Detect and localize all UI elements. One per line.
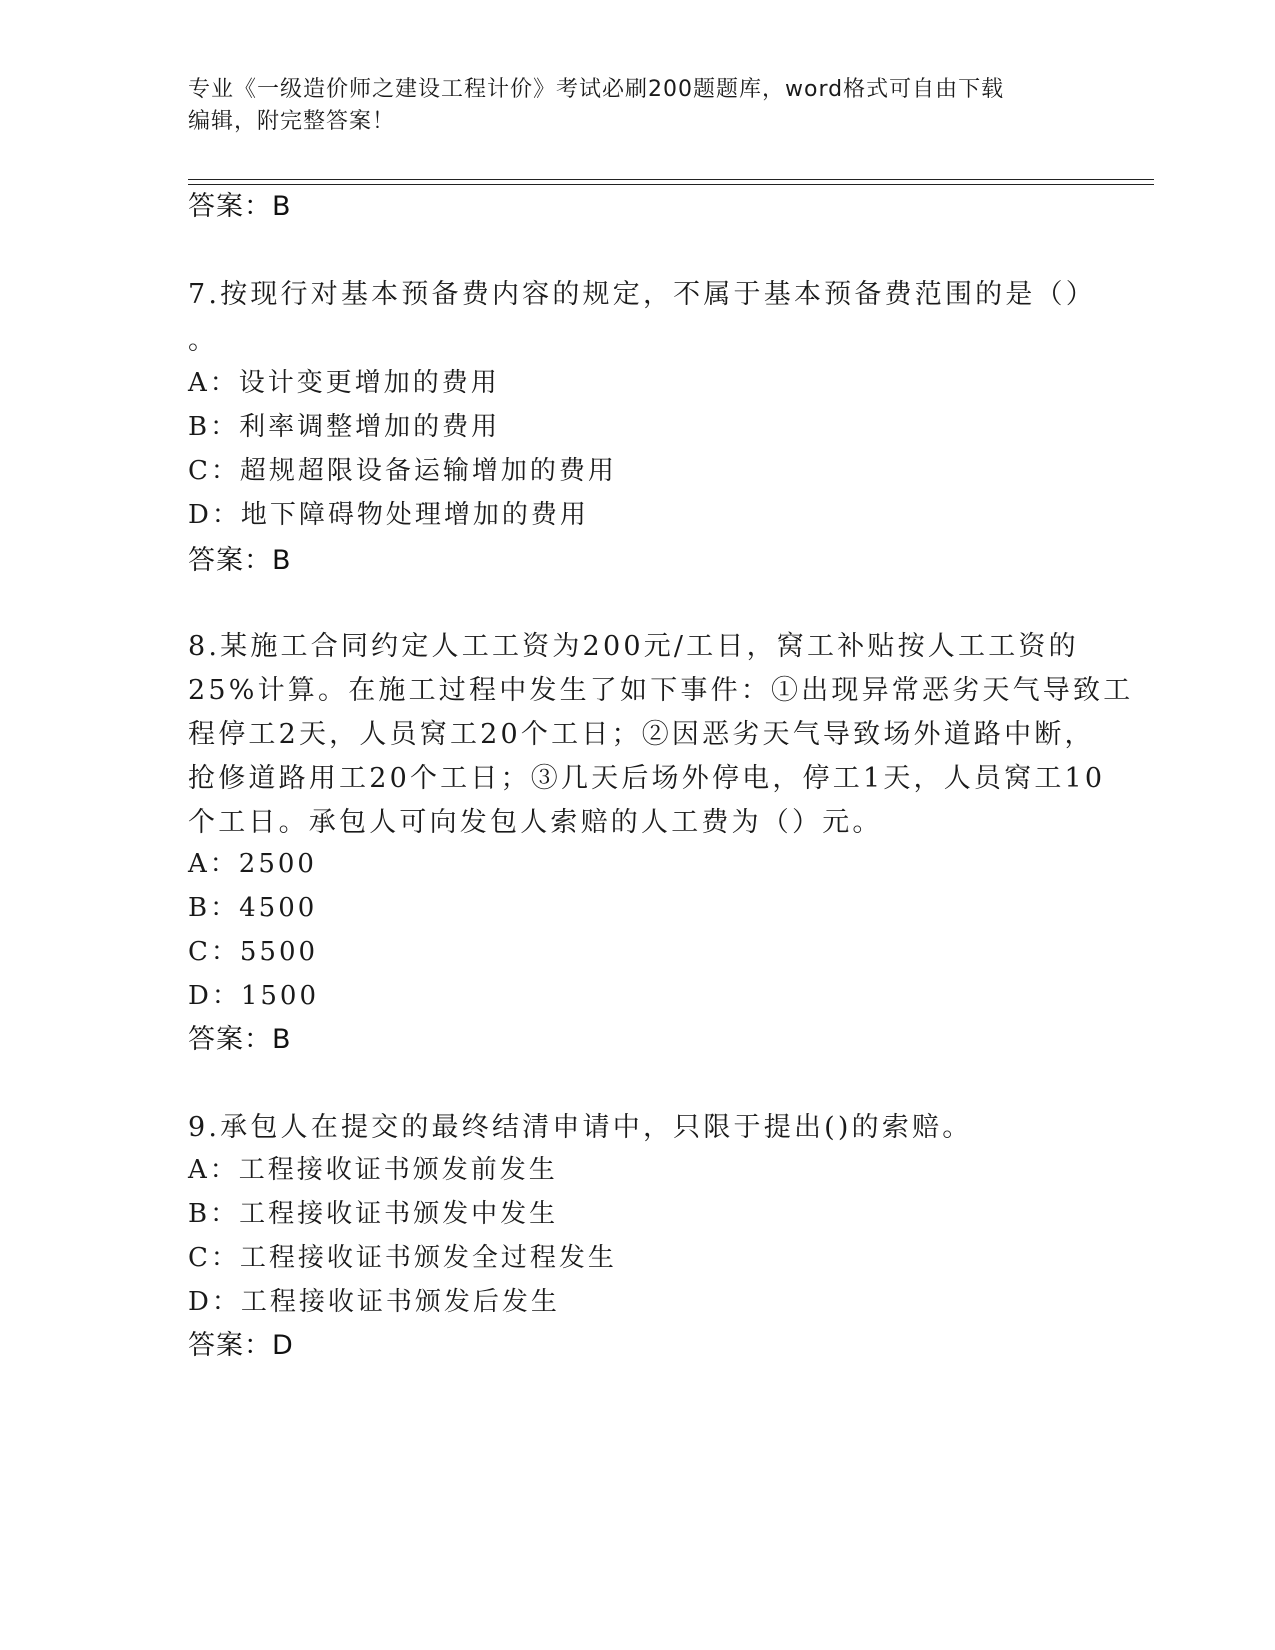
question-9-option-a: A：工程接收证书颁发前发生 bbox=[188, 1155, 558, 1185]
question-7-option-a: A：设计变更增加的费用 bbox=[188, 368, 500, 398]
question-8-text-line-5: 个工日。承包人可向发包人索赔的人工费为（）元。 bbox=[188, 807, 883, 838]
question-8-answer: 答案：B bbox=[188, 1024, 292, 1055]
question-8-text-line-4: 抢修道路用工20个工日；③几天后场外停电，停工1天，人员窝工10 bbox=[188, 763, 1106, 794]
header-title-line-2: 编辑，附完整答案！ bbox=[188, 109, 396, 134]
question-8-text-line-2: 25%计算。在施工过程中发生了如下事件：①出现异常恶劣天气导致工 bbox=[188, 675, 1134, 706]
question-9-option-c: C：工程接收证书颁发全过程发生 bbox=[188, 1243, 617, 1273]
question-7-option-b: B：利率调整增加的费用 bbox=[188, 412, 501, 442]
previous-answer: 答案：B bbox=[188, 191, 292, 222]
question-9-option-b: B：工程接收证书颁发中发生 bbox=[188, 1199, 559, 1229]
page-header bbox=[188, 74, 1088, 138]
question-9-option-d: D：工程接收证书颁发后发生 bbox=[188, 1287, 560, 1317]
question-7-option-c: C：超规超限设备运输增加的费用 bbox=[188, 456, 617, 486]
question-9-text-line-1: 9.承包人在提交的最终结清申请中，只限于提出()的索赔。 bbox=[188, 1112, 973, 1143]
question-8-text-line-1: 8.某施工合同约定人工工资为200元/工日，窝工补贴按人工工资的 bbox=[188, 631, 1079, 662]
question-8-option-b: B：4500 bbox=[188, 893, 318, 923]
header-title-line-1: 专业《一级造价师之建设工程计价》考试必刷200题题库，word格式可自由下载 bbox=[188, 77, 1005, 102]
question-8-option-d: D：1500 bbox=[188, 981, 320, 1011]
question-7-text-line-1: 7.按现行对基本预备费内容的规定，不属于基本预备费范围的是（） bbox=[188, 279, 1096, 310]
question-7-option-d: D：地下障碍物处理增加的费用 bbox=[188, 500, 589, 530]
header-divider-bottom bbox=[188, 184, 1154, 185]
question-8-option-c: C：5500 bbox=[188, 937, 319, 967]
question-7-text-line-2: 。 bbox=[188, 325, 219, 356]
question-8-text-line-3: 程停工2天，人员窝工20个工日；②因恶劣天气导致场外道路中断， bbox=[188, 719, 1095, 750]
question-7-answer: 答案：B bbox=[188, 545, 292, 576]
question-8-option-a: A：2500 bbox=[188, 849, 317, 879]
question-9-answer: 答案：D bbox=[188, 1330, 294, 1361]
header-divider-top bbox=[188, 179, 1154, 180]
